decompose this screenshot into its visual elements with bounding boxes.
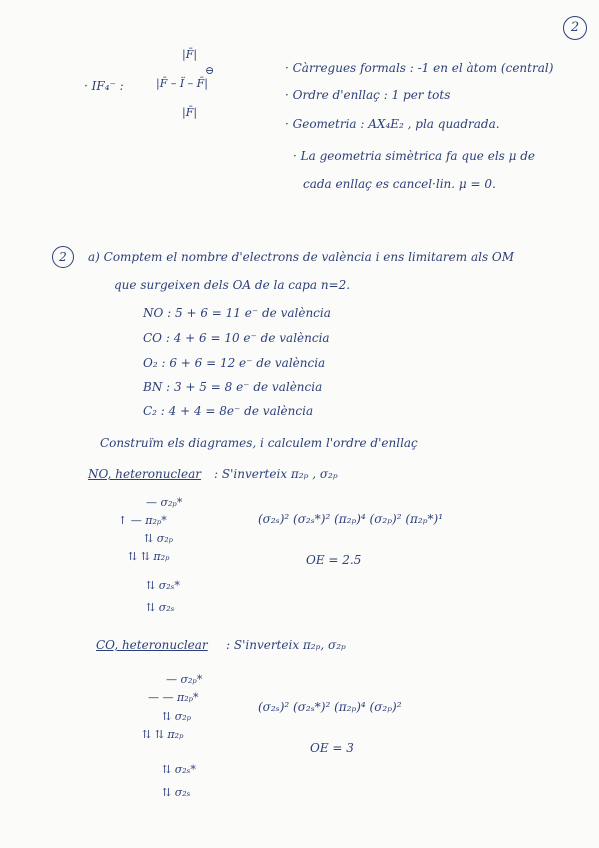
formal-charges-line: · Càrregues formals : -1 en el àtom (central) — [285, 61, 554, 75]
co-mo-sigma2s-star: ⇅ σ₂ₛ* — [162, 763, 196, 776]
question-number: 2 — [52, 246, 74, 268]
intro-line-1: a) Comptem el nombre d'electrons de valència i ens limitarem als OM — [88, 250, 515, 264]
co-mo-pi2p-star: — — π₂ₚ* — [148, 691, 199, 704]
co-mo-pi2p: ⇅ ⇅ π₂ₚ — [142, 728, 184, 741]
geometry-line: · Geometria : AX₄E₂ , pla quadrada. — [285, 117, 500, 131]
build-diagrams-line: Construïm els diagrames, i calculem l'ordre d'enllaç — [100, 436, 418, 450]
co-mo-sigma2p-star: — σ₂ₚ* — [166, 673, 203, 686]
cancel-line: cada enllaç es cancel·lin. μ = 0. — [303, 177, 496, 191]
page-number: 2 — [563, 16, 587, 40]
co-mo-sigma2s: ⇅ σ₂ₛ — [162, 786, 191, 799]
no-mo-sigma2p-star: — σ₂ₚ* — [146, 496, 183, 509]
lewis-charge: ⊖ — [205, 64, 215, 77]
molecule-formula: · IF₄⁻ : — [84, 79, 124, 93]
no-mo-sigma2s: ⇅ σ₂ₛ — [146, 601, 175, 614]
co-bond-order: OE = 3 — [310, 741, 354, 755]
bond-order-line: · Ordre d'enllaç : 1 per tots — [285, 88, 451, 102]
co-heading: CO, heteronuclear — [96, 638, 208, 652]
intro-line-2: que surgeixen dels OA de la capa n=2. — [114, 278, 351, 292]
no-bond-order: OE = 2.5 — [306, 553, 362, 567]
no-mo-sigma2p: ⇅ σ₂ₚ — [144, 532, 174, 545]
co-mo-sigma2p: ⇅ σ₂ₚ — [162, 710, 192, 723]
count-bn: BN : 3 + 5 = 8 e⁻ de valència — [143, 380, 323, 394]
symmetry-line: · La geometria simètrica fa que els μ de — [293, 149, 536, 163]
no-mo-pi2p-star: ↑ — π₂ₚ* — [118, 514, 167, 527]
count-co: CO : 4 + 6 = 10 e⁻ de valència — [143, 331, 330, 345]
no-electron-config: (σ₂ₛ)² (σ₂ₛ*)² (π₂ₚ)⁴ (σ₂ₚ)² (π₂ₚ*)¹ — [258, 512, 444, 526]
lewis-bottom-f: |F̄| — [182, 106, 198, 119]
no-heading: NO, heteronuclear — [88, 467, 201, 481]
count-c2: C₂ : 4 + 4 = 8e⁻ de valència — [143, 404, 314, 418]
no-mo-sigma2s-star: ⇅ σ₂ₛ* — [146, 579, 180, 592]
lewis-middle-row: |F̄ – Ï – F̄| — [156, 77, 209, 90]
co-electron-config: (σ₂ₛ)² (σ₂ₛ*)² (π₂ₚ)⁴ (σ₂ₚ)² — [258, 700, 402, 714]
no-inversion-note: : S'inverteix π₂ₚ , σ₂ₚ — [214, 467, 338, 481]
co-inversion-note: : S'inverteix π₂ₚ, σ₂ₚ — [226, 638, 346, 652]
count-o2: O₂ : 6 + 6 = 12 e⁻ de valència — [143, 356, 326, 370]
lewis-top-f: |F̄| — [182, 48, 198, 61]
no-mo-pi2p: ⇅ ⇅ π₂ₚ — [128, 550, 170, 563]
count-no: NO : 5 + 6 = 11 e⁻ de valència — [143, 306, 331, 320]
